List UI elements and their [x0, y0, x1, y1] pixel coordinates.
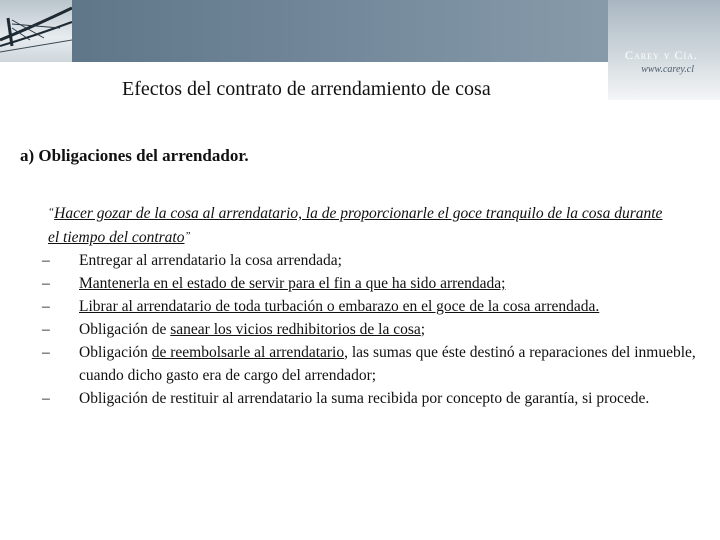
list-item	[42, 387, 702, 410]
list-item-text: Entregar al arrendatario la cosa arrendada;	[79, 252, 342, 269]
list-item-text: Obligación de restituir al arrendatario la suma recibida por concepto de garantía, si procede.	[79, 390, 650, 407]
slide-title: Efectos del contrato de arrendamiento de cosa	[122, 78, 491, 100]
list-item	[42, 249, 702, 272]
list-item-underlined: de reembolsarle al arrendatario	[151, 344, 345, 361]
list-item	[42, 341, 702, 387]
obligations-list	[42, 249, 702, 410]
list-item-text: Obligación de	[79, 321, 171, 338]
bullet-dash: –	[42, 275, 50, 292]
list-item-underlined: Librar al arrendatario de toda turbación o embarazo en el goce de la cosa arrendada.	[79, 298, 600, 315]
bullet-dash: –	[42, 252, 50, 269]
list-item	[42, 272, 702, 295]
bridge-icon	[0, 0, 72, 62]
bridge-image	[0, 0, 72, 62]
list-item-underlined: sanear los vicios redhibitorios de la cosa	[170, 321, 421, 338]
section-heading: a) Obligaciones del arrendador.	[20, 146, 249, 165]
bullet-dash: –	[42, 321, 50, 338]
bullet-dash: –	[42, 344, 50, 361]
bullet-dash: –	[42, 298, 50, 315]
list-item-text-tail: ;	[420, 321, 426, 338]
company-logo: Carey y Cía.	[624, 48, 698, 62]
quote-text: Hacer gozar de la cosa al arrendatario, la de proporcionarle el goce tranquilo de la cosa durante el tiempo del contrato	[48, 205, 663, 246]
quote	[48, 201, 673, 249]
list-item-text: Obligación	[79, 344, 152, 361]
list-item	[42, 295, 702, 318]
list-item-underlined: Mantenerla en el estado de servir para el fin a que ha sido arrendada;	[79, 275, 506, 292]
list-item-text-tail: , las sumas que éste destinó a reparaciones del inmueble, cuando dicho gasto era de cargo del arrendador;	[79, 344, 696, 384]
company-url: www.carey.cl	[641, 64, 694, 75]
quote-close-mark: ”	[184, 230, 191, 242]
bullet-dash: –	[42, 390, 50, 407]
logo-panel	[608, 0, 720, 100]
quote-open-mark: “	[48, 206, 55, 218]
list-item	[42, 318, 702, 341]
